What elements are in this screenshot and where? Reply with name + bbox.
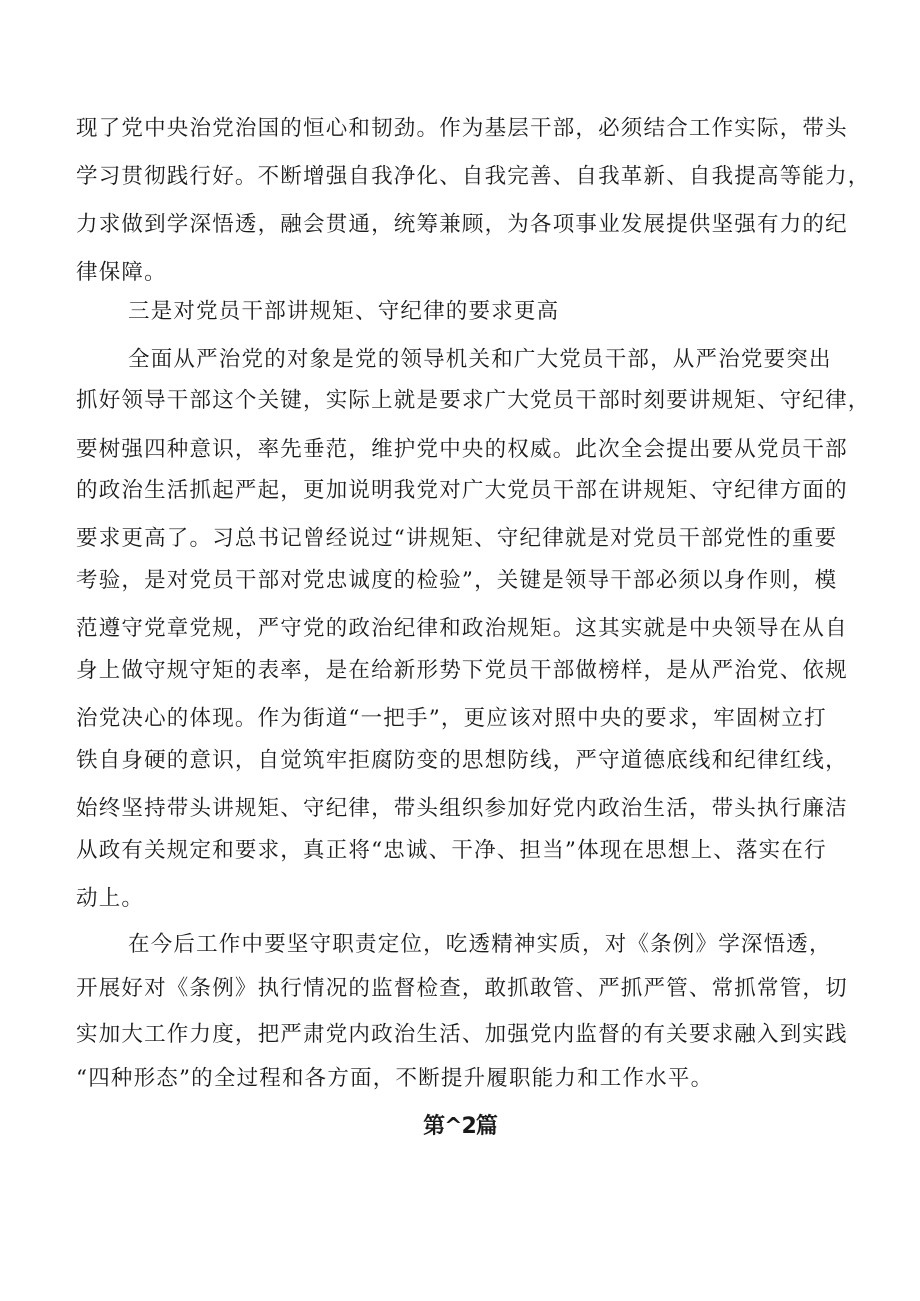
- paragraph-3-line-9: 治党决心的体现。作为街道“一把手”，更应该对照中央的要求，牢固树立打: [76, 706, 827, 731]
- paragraph-3-line-3: 要树强四种意识，率先垂范，维护党中央的权威。此次全会提出要从党员干部: [76, 437, 848, 462]
- paragraph-3-line-12: 从政有关规定和要求，真正将“忠诚、干净、担当”体现在思想上、落实在行: [76, 838, 827, 863]
- paragraph-3-line-11: 始终坚持带头讲规矩、守纪律，带头组织参加好党内政治生活，带头执行廉洁: [76, 796, 848, 821]
- paragraph-1-line-4: 律保障。: [76, 260, 167, 285]
- paragraph-3-line-4: 的政治生活抓起严起，更加说明我党对广大党员干部在讲规矩、守纪律方面的: [76, 478, 848, 503]
- paragraph-4-line-2: 开展好对《条例》执行情况的监督检查，敢抓敢管、严抓严管、常抓常管，切: [76, 976, 848, 1001]
- paragraph-3-line-13: 动上。: [76, 886, 145, 911]
- paragraph-4-line-1: 在今后工作中要坚守职责定位，吃透精神实质，对《条例》学深悟透，: [128, 932, 832, 957]
- paragraph-1-line-1: 现了党中央治党治国的恒心和韧劲。作为基层干部，必须结合工作实际，带头: [76, 116, 848, 141]
- paragraph-3-line-5: 要求更高了。习总书记曾经说过“讲规矩、守纪律就是对党员干部党性的重要: [76, 526, 838, 551]
- paragraph-3-line-1: 全面从严治党的对象是党的领导机关和广大党员干部，从严治党要突出: [128, 347, 832, 372]
- section-heading: 第^2篇: [423, 1114, 497, 1139]
- subheading: 三是对党员干部讲规矩、守纪律的要求更高: [128, 299, 560, 324]
- paragraph-3-line-8: 身上做守规守矩的表率，是在给新形势下党员干部做榜样，是从严治党、依规: [76, 658, 848, 683]
- paragraph-3-line-7: 范遵守党章党规，严守党的政治纪律和政治规矩。这其实就是中央领导在从自: [76, 616, 848, 641]
- paragraph-3-line-6: 考验，是对党员干部对党忠诚度的检验”，关键是领导干部必须以身作则，模: [76, 568, 838, 593]
- paragraph-3-line-2: 抓好领导干部这个关键，实际上就是要求广大党员干部时刻要讲规矩、守纪律，: [76, 388, 871, 413]
- paragraph-4-line-4: “四种形态”的全过程和各方面，不断提升履职能力和工作水平。: [76, 1066, 714, 1091]
- paragraph-1-line-2: 学习贯彻践行好。不断增强自我净化、自我完善、自我革新、自我提高等能力，: [76, 164, 871, 189]
- paragraph-4-line-3: 实加大工作力度，把严肃党内政治生活、加强党内监督的有关要求融入到实践: [76, 1022, 848, 1047]
- paragraph-1-line-3: 力求做到学深悟透，融会贯通，统筹兼顾，为各项事业发展提供坚强有力的纪: [76, 212, 848, 237]
- paragraph-3-line-10: 铁自身硬的意识，自觉筑牢拒腐防变的思想防线，严守道德底线和纪律红线，: [76, 748, 848, 773]
